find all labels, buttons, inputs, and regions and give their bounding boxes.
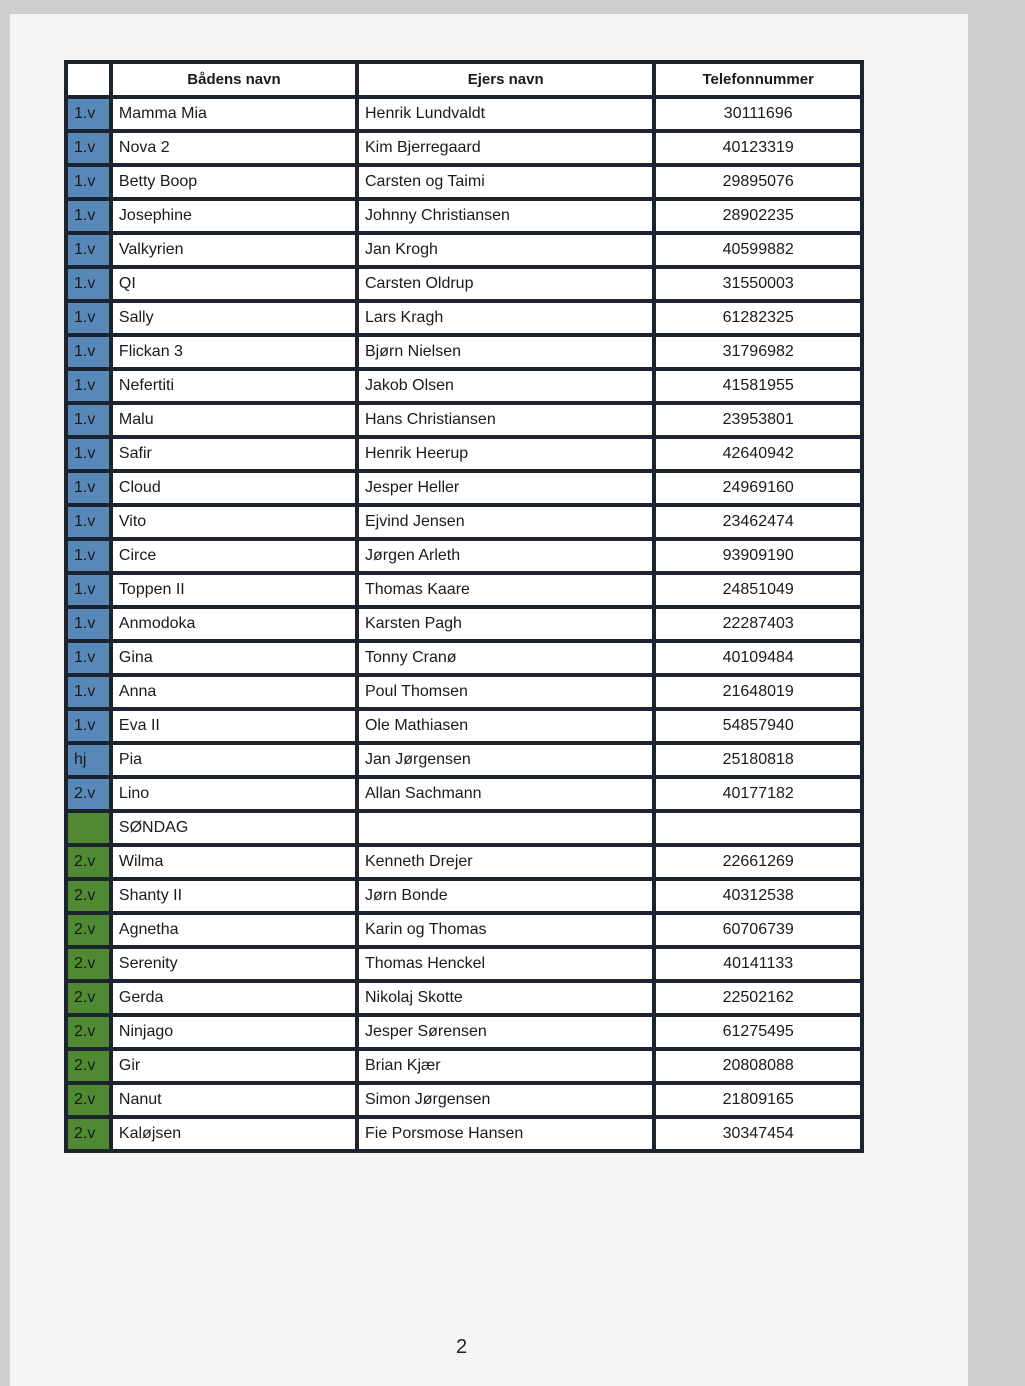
- owner-name-cell: Jørgen Arleth: [357, 539, 654, 573]
- phone-number-cell: 30111696: [654, 97, 862, 131]
- owner-name-cell: Karsten Pagh: [357, 607, 654, 641]
- owner-name-cell: Henrik Lundvaldt: [357, 97, 654, 131]
- row-code-cell: 2.v: [66, 1083, 111, 1117]
- phone-number-cell: 60706739: [654, 913, 862, 947]
- boat-name-cell: Flickan 3: [111, 335, 357, 369]
- table-row: [66, 369, 862, 403]
- day-separator-label: SØNDAG: [111, 811, 357, 845]
- row-code-cell: 1.v: [66, 471, 111, 505]
- phone-number-cell: 93909190: [654, 539, 862, 573]
- owner-name-cell: Jesper Heller: [357, 471, 654, 505]
- boat-name-cell: Ninjago: [111, 1015, 357, 1049]
- owner-name-cell: Karin og Thomas: [357, 913, 654, 947]
- table-row: [66, 675, 862, 709]
- phone-number-cell: 24851049: [654, 573, 862, 607]
- boat-name-cell: Safir: [111, 437, 357, 471]
- owner-name-cell: Bjørn Nielsen: [357, 335, 654, 369]
- row-code-cell: 1.v: [66, 675, 111, 709]
- row-code-cell: 1.v: [66, 267, 111, 301]
- row-code-cell: 1.v: [66, 165, 111, 199]
- phone-number-cell: 54857940: [654, 709, 862, 743]
- row-code-cell: 2.v: [66, 947, 111, 981]
- row-code-cell: 1.v: [66, 97, 111, 131]
- owner-name-cell: Jan Jørgensen: [357, 743, 654, 777]
- page-number: 2: [456, 1336, 468, 1358]
- owner-name-cell: Poul Thomsen: [357, 675, 654, 709]
- phone-number-cell: 40109484: [654, 641, 862, 675]
- boat-name-cell: Sally: [111, 301, 357, 335]
- owner-name-cell: Simon Jørgensen: [357, 1083, 654, 1117]
- boat-name-cell: Betty Boop: [111, 165, 357, 199]
- row-code-cell: 2.v: [66, 777, 111, 811]
- phone-number-cell: 31796982: [654, 335, 862, 369]
- row-code-cell: 2.v: [66, 913, 111, 947]
- table-row: [66, 131, 862, 165]
- boat-name-cell: Cloud: [111, 471, 357, 505]
- boat-name-cell: Nova 2: [111, 131, 357, 165]
- row-code-cell: 1.v: [66, 403, 111, 437]
- row-code-cell: 2.v: [66, 879, 111, 913]
- table-row: [66, 165, 862, 199]
- table-row: [66, 1015, 862, 1049]
- header-boat-name: Bådens navn: [111, 62, 357, 97]
- row-code-cell: 1.v: [66, 505, 111, 539]
- header-owner-name: Ejers navn: [357, 62, 654, 97]
- phone-number-cell: 23462474: [654, 505, 862, 539]
- phone-number-cell: 29895076: [654, 165, 862, 199]
- table-row: [66, 1049, 862, 1083]
- boat-name-cell: Malu: [111, 403, 357, 437]
- boat-name-cell: Eva II: [111, 709, 357, 743]
- row-code-cell: 1.v: [66, 539, 111, 573]
- boat-name-cell: Josephine: [111, 199, 357, 233]
- table-row: [66, 335, 862, 369]
- owner-name-cell: Ejvind Jensen: [357, 505, 654, 539]
- row-code-cell: 1.v: [66, 573, 111, 607]
- table-row: [66, 97, 862, 131]
- table-row: [66, 641, 862, 675]
- boat-name-cell: QI: [111, 267, 357, 301]
- table-row: [66, 981, 862, 1015]
- phone-number-cell: 41581955: [654, 369, 862, 403]
- owner-name-cell: Kim Bjerregaard: [357, 131, 654, 165]
- table-row: [66, 879, 862, 913]
- phone-number-cell: 23953801: [654, 403, 862, 437]
- header-phone: Telefonnummer: [654, 62, 862, 97]
- boat-name-cell: Agnetha: [111, 913, 357, 947]
- table-row: [66, 913, 862, 947]
- row-code-cell: 1.v: [66, 233, 111, 267]
- table-row: [66, 777, 862, 811]
- table-row: [66, 505, 862, 539]
- phone-number-cell: 40312538: [654, 879, 862, 913]
- table-row: [66, 471, 862, 505]
- owner-name-cell: Carsten Oldrup: [357, 267, 654, 301]
- boat-name-cell: Gerda: [111, 981, 357, 1015]
- boat-name-cell: Lino: [111, 777, 357, 811]
- table-row: [66, 199, 862, 233]
- row-code-cell: 2.v: [66, 981, 111, 1015]
- table-row: [66, 267, 862, 301]
- phone-number-cell: 22287403: [654, 607, 862, 641]
- phone-number-cell: 42640942: [654, 437, 862, 471]
- boat-name-cell: Toppen II: [111, 573, 357, 607]
- table-row: [66, 403, 862, 437]
- row-code-cell: 1.v: [66, 131, 111, 165]
- row-code-cell: 2.v: [66, 1117, 111, 1151]
- row-code-cell: 2.v: [66, 1015, 111, 1049]
- owner-name-cell: Johnny Christiansen: [357, 199, 654, 233]
- table-row: [66, 539, 862, 573]
- phone-number-cell: 40141133: [654, 947, 862, 981]
- day-separator-code-cell: [66, 811, 111, 845]
- row-code-cell: 1.v: [66, 335, 111, 369]
- table-row: [66, 845, 862, 879]
- table-row: [66, 1117, 862, 1151]
- row-code-cell: 2.v: [66, 845, 111, 879]
- boat-name-cell: Anmodoka: [111, 607, 357, 641]
- phone-number-cell: 20808088: [654, 1049, 862, 1083]
- table-row: [66, 1083, 862, 1117]
- table-row: [66, 437, 862, 471]
- phone-number-cell: 24969160: [654, 471, 862, 505]
- boat-name-cell: Valkyrien: [111, 233, 357, 267]
- owner-name-cell: Jan Krogh: [357, 233, 654, 267]
- phone-number-cell: 30347454: [654, 1117, 862, 1151]
- row-code-cell: 1.v: [66, 301, 111, 335]
- boat-name-cell: Gina: [111, 641, 357, 675]
- boat-name-cell: Shanty II: [111, 879, 357, 913]
- owner-name-cell: Carsten og Taimi: [357, 165, 654, 199]
- day-separator-owner-cell: [357, 811, 654, 845]
- row-code-cell: hj: [66, 743, 111, 777]
- owner-name-cell: Ole Mathiasen: [357, 709, 654, 743]
- owner-name-cell: Henrik Heerup: [357, 437, 654, 471]
- phone-number-cell: 40177182: [654, 777, 862, 811]
- table-row: [66, 709, 862, 743]
- phone-number-cell: 21648019: [654, 675, 862, 709]
- owner-name-cell: Kenneth Drejer: [357, 845, 654, 879]
- boat-name-cell: Serenity: [111, 947, 357, 981]
- phone-number-cell: 61275495: [654, 1015, 862, 1049]
- phone-number-cell: 25180818: [654, 743, 862, 777]
- row-code-cell: 1.v: [66, 369, 111, 403]
- phone-number-cell: 40599882: [654, 233, 862, 267]
- phone-number-cell: 40123319: [654, 131, 862, 165]
- table-body: [66, 97, 862, 1151]
- row-code-cell: 1.v: [66, 607, 111, 641]
- row-code-cell: 1.v: [66, 199, 111, 233]
- owner-name-cell: Tonny Cranø: [357, 641, 654, 675]
- boat-name-cell: Pia: [111, 743, 357, 777]
- header-code: [66, 62, 111, 97]
- table-row: [66, 233, 862, 267]
- phone-number-cell: 21809165: [654, 1083, 862, 1117]
- row-code-cell: 1.v: [66, 437, 111, 471]
- boat-name-cell: Gir: [111, 1049, 357, 1083]
- owner-name-cell: Jørn Bonde: [357, 879, 654, 913]
- owner-name-cell: Fie Porsmose Hansen: [357, 1117, 654, 1151]
- phone-number-cell: 22502162: [654, 981, 862, 1015]
- row-code-cell: 1.v: [66, 641, 111, 675]
- owner-name-cell: Brian Kjær: [357, 1049, 654, 1083]
- row-code-cell: 2.v: [66, 1049, 111, 1083]
- table-header: [66, 62, 862, 97]
- phone-number-cell: 28902235: [654, 199, 862, 233]
- boat-name-cell: Vito: [111, 505, 357, 539]
- boat-roster-table: [64, 60, 864, 1153]
- owner-name-cell: Jesper Sørensen: [357, 1015, 654, 1049]
- owner-name-cell: Thomas Henckel: [357, 947, 654, 981]
- table-row: [66, 947, 862, 981]
- boat-name-cell: Mamma Mia: [111, 97, 357, 131]
- owner-name-cell: Lars Kragh: [357, 301, 654, 335]
- table-row: [66, 301, 862, 335]
- owner-name-cell: Nikolaj Skotte: [357, 981, 654, 1015]
- phone-number-cell: 31550003: [654, 267, 862, 301]
- boat-name-cell: Nefertiti: [111, 369, 357, 403]
- boat-name-cell: Wilma: [111, 845, 357, 879]
- phone-number-cell: 61282325: [654, 301, 862, 335]
- owner-name-cell: Jakob Olsen: [357, 369, 654, 403]
- table-row: [66, 607, 862, 641]
- owner-name-cell: Thomas Kaare: [357, 573, 654, 607]
- day-separator-phone-cell: [654, 811, 862, 845]
- boat-name-cell: Circe: [111, 539, 357, 573]
- row-code-cell: 1.v: [66, 709, 111, 743]
- phone-number-cell: 22661269: [654, 845, 862, 879]
- table-row: [66, 743, 862, 777]
- boat-name-cell: Anna: [111, 675, 357, 709]
- owner-name-cell: Allan Sachmann: [357, 777, 654, 811]
- header-row: [66, 62, 862, 97]
- table-row: [66, 573, 862, 607]
- boat-name-cell: Kaløjsen: [111, 1117, 357, 1151]
- owner-name-cell: Hans Christiansen: [357, 403, 654, 437]
- day-separator-row: [66, 811, 862, 845]
- boat-name-cell: Nanut: [111, 1083, 357, 1117]
